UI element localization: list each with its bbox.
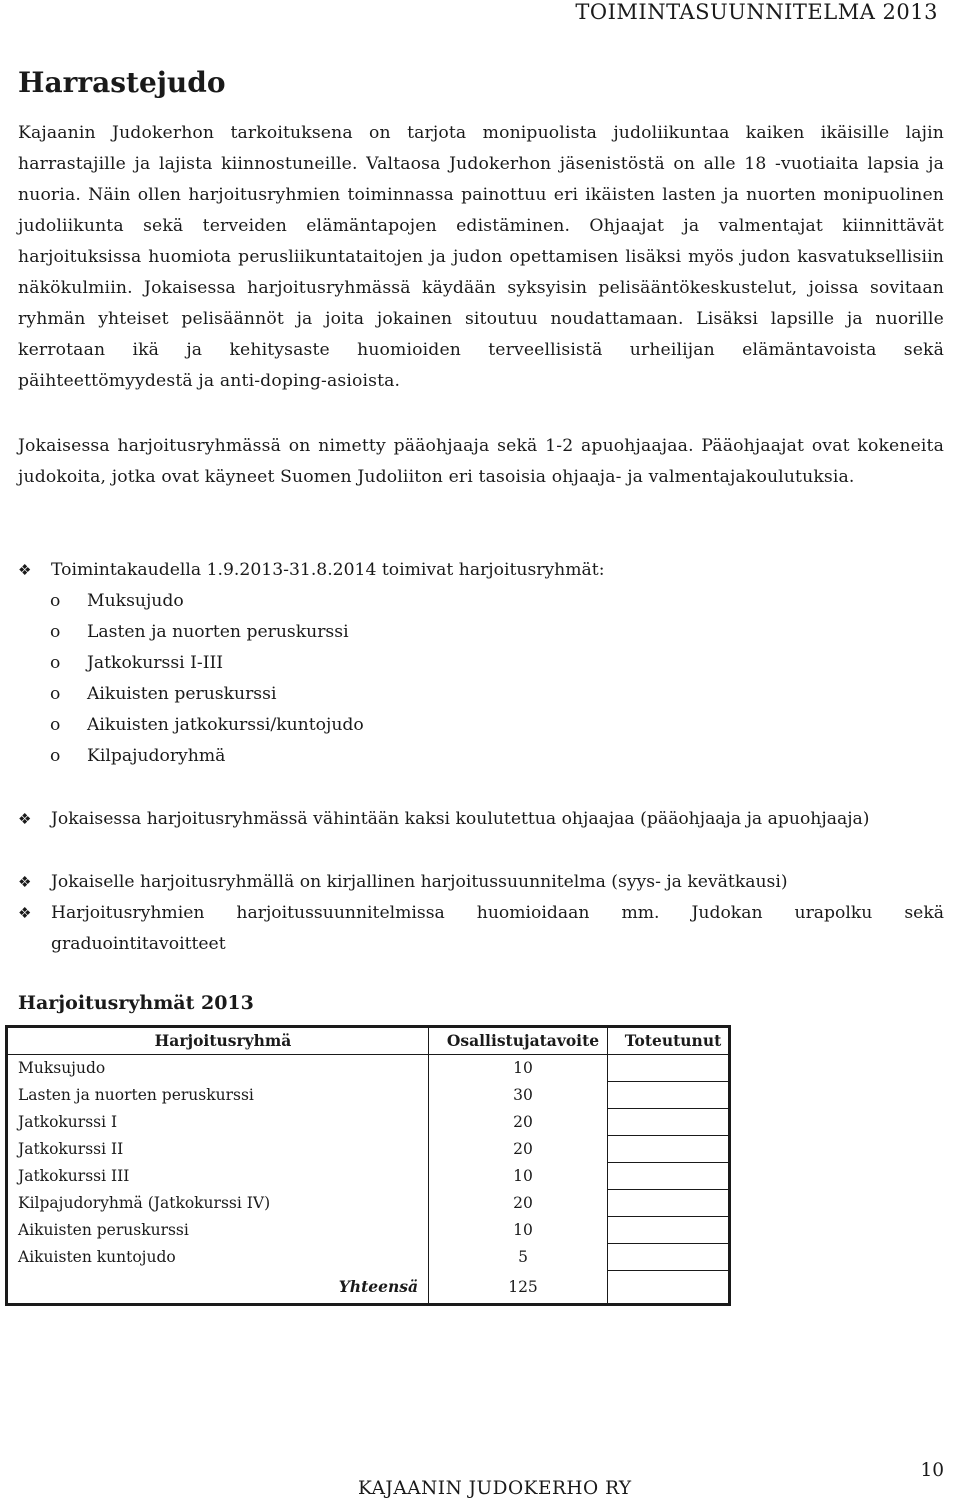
circle-bullet-icon: o — [50, 653, 61, 673]
column-header: Toteutunut — [608, 1027, 730, 1055]
bullet-item — [18, 867, 944, 898]
actual-cell — [608, 1190, 730, 1217]
group-cell: Jatkokurssi III — [7, 1163, 429, 1190]
group-list-item — [50, 586, 184, 617]
group-cell: Aikuisten kuntojudo — [7, 1244, 429, 1271]
group-name: Lasten ja nuorten peruskurssi — [87, 622, 349, 642]
intro-paragraph: Kajaanin Judokerhon tarkoituksena on tarjota monipuolista judoliikuntaa kaiken ikäisille lajin harrastajille ja lajista kiinnostuneille. Valtaosa Judokerhon jäsenistöstä on alle 18 -vuotiaita lapsia ja nuoria. Näin ollen harjoitusryhmien toiminnassa painottuu eri ikäisten lasten ja nuorten monipuolinen judoliikunta sekä terveiden elämäntapojen edistäminen. Ohjaajat ja valmentajat kiinnittävät harjoituksissa huomiota perusliikuntataitojen ja judon opettamisen lisäksi myös judon kasvatuksellisiin näkökulmiin. Jokaisessa harjoitusryhmässä käydään syksyisin pelisääntökeskustelut, joissa sovitaan ryhmän yhteiset pelisäännöt ja joita jokainen sitoutuu noudattamaan. Lisäksi lapsille ja nuorille kerrotaan ikä ja kehitysaste huomioiden terveellisistä urheilijan elämäntavoista sekä päihteettömyydestä ja anti-doping-asioista. — [18, 123, 944, 391]
instructors-paragraph: Jokaisessa harjoitusryhmässä on nimetty pääohjaaja sekä 1-2 apuohjaajaa. Pääohjaajat ovat kokeneita judokoita, jotka ovat käyneet Suomen Judoliiton eri tasoisia ohjaaja- ja valmentajakoulutuksia. — [18, 436, 944, 487]
table-row — [7, 1163, 730, 1190]
table-row — [7, 1109, 730, 1136]
group-cell: Jatkokurssi I — [7, 1109, 429, 1136]
table-title: Harjoitusryhmät 2013 — [18, 992, 254, 1014]
actual-cell — [608, 1244, 730, 1271]
table-row — [7, 1082, 730, 1109]
bullet-item — [18, 555, 944, 586]
group-cell: Lasten ja nuorten peruskurssi — [7, 1082, 429, 1109]
actual-cell — [608, 1055, 730, 1082]
circle-bullet-icon: o — [50, 746, 61, 766]
target-cell: 5 — [429, 1244, 608, 1271]
page-number: 10 — [920, 1460, 944, 1481]
target-cell: 10 — [429, 1163, 608, 1190]
total-row — [7, 1271, 730, 1305]
group-name: Muksujudo — [87, 591, 184, 611]
circle-bullet-icon: o — [50, 622, 61, 642]
groups-table — [5, 1025, 731, 1306]
group-cell: Jatkokurssi II — [7, 1136, 429, 1163]
actual-cell — [608, 1109, 730, 1136]
footer-organization: KAJAANIN JUDOKERHO RY — [358, 1478, 632, 1499]
group-list-item — [50, 710, 364, 741]
section-heading: Harrastejudo — [18, 66, 226, 99]
group-name: Kilpajudoryhmä — [87, 746, 226, 766]
target-cell: 10 — [429, 1217, 608, 1244]
diamond-bullet-icon: ❖ — [18, 873, 32, 891]
diamond-bullet-icon: ❖ — [18, 561, 32, 579]
bullet-text: Harjoitusryhmien harjoitussuunnitelmissa huomioidaan mm. Judokan urapolku sekä graduointitavoitteet — [51, 903, 944, 954]
group-cell: Kilpajudoryhmä (Jatkokurssi IV) — [7, 1190, 429, 1217]
bullet-text: Jokaiselle harjoitusryhmällä on kirjallinen harjoitussuunnitelma (syys- ja kevätkausi) — [51, 872, 788, 892]
actual-cell — [608, 1082, 730, 1109]
circle-bullet-icon: o — [50, 591, 61, 611]
group-cell: Aikuisten peruskurssi — [7, 1217, 429, 1244]
group-list-item — [50, 617, 349, 648]
column-header: Osallistujatavoite — [429, 1027, 608, 1055]
target-cell: 10 — [429, 1055, 608, 1082]
table-row — [7, 1055, 730, 1082]
target-cell: 30 — [429, 1082, 608, 1109]
group-name: Jatkokurssi I-III — [87, 653, 224, 673]
group-list-item — [50, 679, 276, 710]
target-cell: 20 — [429, 1136, 608, 1163]
table-row — [7, 1244, 730, 1271]
bullet-item — [18, 804, 944, 835]
column-header: Harjoitusryhmä — [7, 1027, 429, 1055]
total-value: 125 — [429, 1271, 608, 1305]
circle-bullet-icon: o — [50, 684, 61, 704]
bullet-item — [18, 898, 944, 960]
group-cell: Muksujudo — [7, 1055, 429, 1082]
diamond-bullet-icon: ❖ — [18, 810, 32, 828]
table-row — [7, 1190, 730, 1217]
table-row — [7, 1136, 730, 1163]
group-name: Aikuisten jatkokurssi/kuntojudo — [87, 715, 364, 735]
group-list-item — [50, 741, 225, 772]
running-header: TOIMINTASUUNNITELMA 2013 — [575, 0, 938, 24]
total-actual — [608, 1271, 730, 1305]
group-list-item — [50, 648, 223, 679]
bullet-text: Toimintakaudella 1.9.2013-31.8.2014 toimivat harjoitusryhmät: — [51, 560, 605, 580]
target-cell: 20 — [429, 1190, 608, 1217]
table-header-row — [7, 1027, 730, 1055]
circle-bullet-icon: o — [50, 715, 61, 735]
actual-cell — [608, 1217, 730, 1244]
actual-cell — [608, 1163, 730, 1190]
bullet-text: Jokaisessa harjoitusryhmässä vähintään kaksi koulutettua ohjaajaa (pääohjaaja ja apuohjaaja) — [51, 809, 870, 829]
group-name: Aikuisten peruskurssi — [87, 684, 277, 704]
actual-cell — [608, 1136, 730, 1163]
total-label: Yhteensä — [7, 1271, 429, 1305]
target-cell: 20 — [429, 1109, 608, 1136]
diamond-bullet-icon: ❖ — [18, 904, 32, 922]
table-row — [7, 1217, 730, 1244]
